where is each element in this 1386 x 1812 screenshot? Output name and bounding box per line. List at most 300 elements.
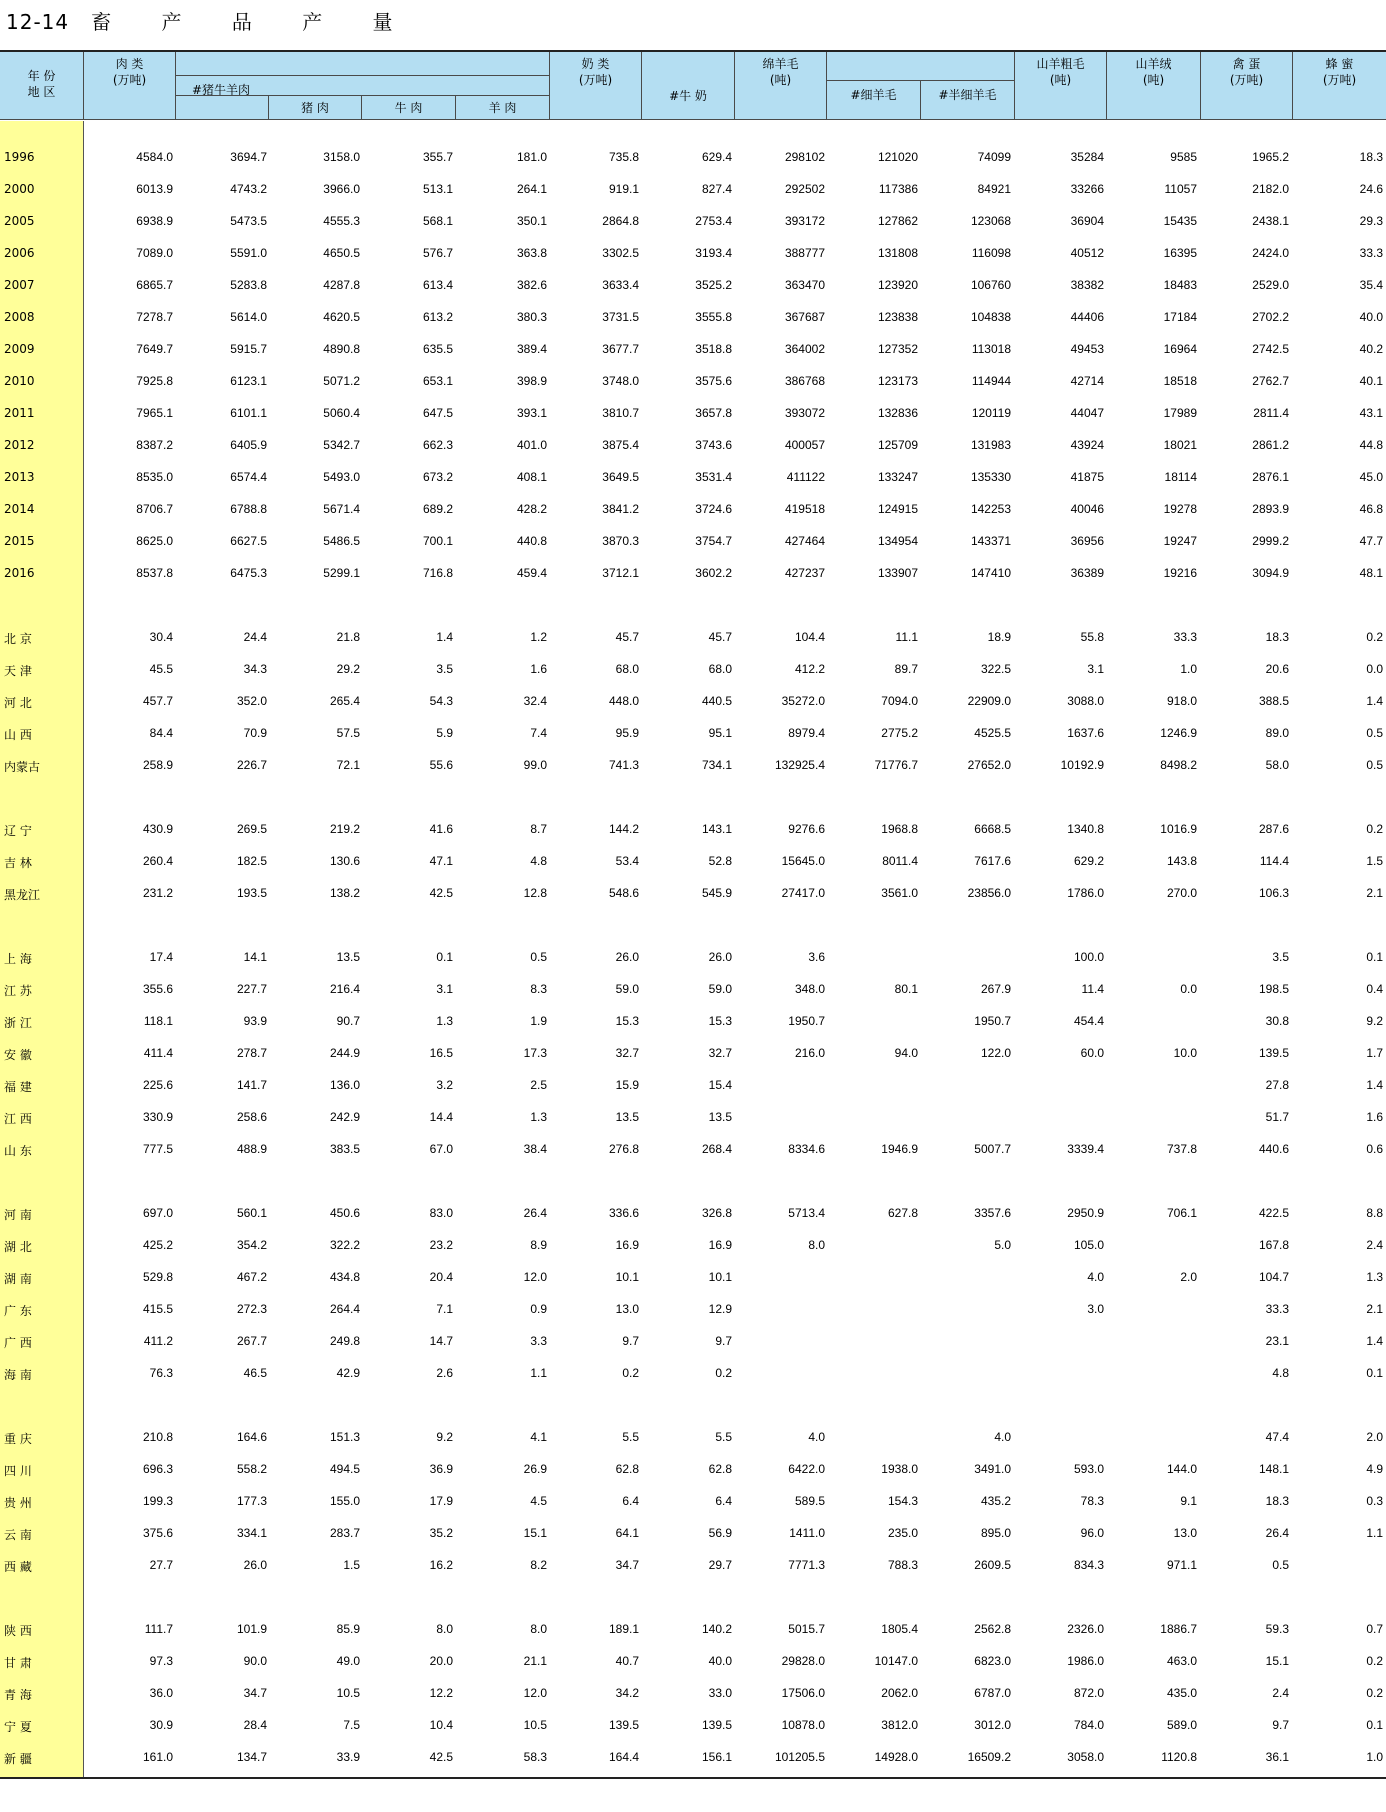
table-cell: 44.8 — [1359, 438, 1383, 452]
table-row — [0, 758, 1386, 776]
table-cell: 177.3 — [236, 1494, 267, 1508]
row-label: 江 西 — [4, 1112, 32, 1126]
table-cell: 5.0 — [994, 1238, 1011, 1252]
table-cell: 33.3 — [1359, 246, 1383, 260]
table-cell: 459.4 — [516, 566, 547, 580]
table-cell: 382.6 — [516, 278, 547, 292]
table-cell: 1946.9 — [881, 1142, 918, 1156]
header-cashmere: 山羊绒 (吨) — [1107, 52, 1201, 120]
row-label: 安 徽 — [4, 1048, 32, 1062]
table-cell: 1950.7 — [974, 1014, 1011, 1028]
header-eggs: 禽 蛋 (万吨) — [1201, 52, 1293, 120]
table-cell: 11.4 — [1081, 982, 1104, 996]
table-cell: 9.2 — [436, 1430, 453, 1444]
table-row — [0, 662, 1386, 680]
table-cell: 40.2 — [1359, 342, 1383, 356]
table-row — [0, 1110, 1386, 1128]
table-row — [0, 822, 1386, 840]
row-label: 山 东 — [4, 1144, 32, 1158]
row-label: 四 川 — [4, 1464, 32, 1478]
table-cell: 276.8 — [608, 1142, 639, 1156]
table-cell: 36.1 — [1265, 1750, 1289, 1764]
table-cell: 440.6 — [1258, 1142, 1289, 1156]
row-label: 浙 江 — [4, 1016, 32, 1030]
table-cell: 7965.1 — [136, 406, 173, 420]
table-cell: 27652.0 — [967, 758, 1011, 772]
table-cell: 629.2 — [1073, 854, 1104, 868]
table-row — [0, 1078, 1386, 1096]
table-cell: 99.0 — [523, 758, 547, 772]
table-row — [0, 1046, 1386, 1064]
table-cell: 3518.8 — [695, 342, 732, 356]
table-cell: 5283.8 — [230, 278, 267, 292]
table-cell: 635.5 — [422, 342, 453, 356]
table-cell: 334.1 — [236, 1526, 267, 1540]
table-cell: 706.1 — [1166, 1206, 1197, 1220]
table-cell: 2702.2 — [1252, 310, 1289, 324]
table-cell: 9.2 — [1366, 1014, 1383, 1028]
table-cell: 1.5 — [343, 1558, 360, 1572]
table-cell: 3.1 — [1087, 662, 1104, 676]
table-cell: 13.5 — [615, 1110, 639, 1124]
table-cell: 3491.0 — [974, 1462, 1011, 1476]
table-cell: 125709 — [877, 438, 918, 452]
table-cell: 216.4 — [329, 982, 360, 996]
table-cell: 647.5 — [422, 406, 453, 420]
table-cell: 425.2 — [142, 1238, 173, 1252]
table-cell: 10.1 — [708, 1270, 732, 1284]
table-cell: 18483 — [1163, 278, 1197, 292]
table-cell: 3.5 — [1272, 950, 1289, 964]
table-cell: 2529.0 — [1252, 278, 1289, 292]
table-cell: 15.9 — [615, 1078, 639, 1092]
table-cell: 3561.0 — [881, 886, 918, 900]
table-header — [0, 50, 1386, 120]
table-cell: 71776.7 — [874, 758, 918, 772]
table-cell: 895.0 — [980, 1526, 1011, 1540]
table-cell: 5342.7 — [323, 438, 360, 452]
table-cell: 412.2 — [794, 662, 825, 676]
table-cell: 1.9 — [530, 1014, 547, 1028]
table-row — [0, 278, 1386, 296]
table-cell: 136.0 — [329, 1078, 360, 1092]
row-label: 内蒙古 — [4, 760, 41, 774]
table-cell: 463.0 — [1166, 1654, 1197, 1668]
table-cell: 12.9 — [708, 1302, 732, 1316]
row-label: 上 海 — [4, 952, 32, 966]
row-label: 河 南 — [4, 1208, 32, 1222]
table-cell: 2762.7 — [1252, 374, 1289, 388]
table-cell: 132836 — [877, 406, 918, 420]
table-cell: 467.2 — [236, 1270, 267, 1284]
table-cell: 696.3 — [142, 1462, 173, 1476]
table-cell: 6938.9 — [136, 214, 173, 228]
row-label: 甘 肃 — [4, 1656, 32, 1670]
table-cell: 84921 — [977, 182, 1011, 196]
table-cell: 513.1 — [422, 182, 453, 196]
table-cell: 784.0 — [1073, 1718, 1104, 1732]
row-label: 福 建 — [4, 1080, 32, 1094]
table-cell: 8706.7 — [136, 502, 173, 516]
row-label: 1996 — [4, 150, 35, 164]
table-cell: 104.7 — [1258, 1270, 1289, 1284]
table-cell: 72.1 — [336, 758, 360, 772]
table-cell: 34.2 — [615, 1686, 639, 1700]
header-semi-fine-wool: #半细羊毛 — [921, 80, 1015, 120]
table-cell: 2438.1 — [1252, 214, 1289, 228]
table-cell: 14.1 — [243, 950, 267, 964]
table-cell: 59.0 — [708, 982, 732, 996]
table-cell: 380.3 — [516, 310, 547, 324]
table-cell: 24.6 — [1359, 182, 1383, 196]
row-label: 河 北 — [4, 696, 32, 710]
table-cell: 40512 — [1070, 246, 1104, 260]
table-cell: 143371 — [970, 534, 1011, 548]
table-cell: 29.7 — [708, 1558, 732, 1572]
table-cell: 16395 — [1163, 246, 1197, 260]
table-cell: 76.3 — [149, 1366, 173, 1380]
table-cell: 10.5 — [336, 1686, 360, 1700]
table-cell: 131983 — [970, 438, 1011, 452]
table-cell: 2.6 — [436, 1366, 453, 1380]
table-cell: 10192.9 — [1060, 758, 1104, 772]
table-cell: 1016.9 — [1160, 822, 1197, 836]
table-cell: 64.1 — [615, 1526, 639, 1540]
table-cell: 5.5 — [715, 1430, 732, 1444]
table-cell: 3841.2 — [602, 502, 639, 516]
table-cell: 19216 — [1163, 566, 1197, 580]
row-label: 云 南 — [4, 1528, 32, 1542]
table-cell: 3158.0 — [323, 150, 360, 164]
table-cell: 23.1 — [1265, 1334, 1289, 1348]
table-cell: 7925.8 — [136, 374, 173, 388]
table-cell: 454.4 — [1073, 1014, 1104, 1028]
table-cell: 0.2 — [1366, 1686, 1383, 1700]
table-cell: 700.1 — [422, 534, 453, 548]
table-cell: 393172 — [784, 214, 825, 228]
table-row — [0, 1718, 1386, 1736]
row-label: 海 南 — [4, 1368, 32, 1382]
table-cell: 122.0 — [980, 1046, 1011, 1060]
table-cell: 5614.0 — [230, 310, 267, 324]
table-cell: 1411.0 — [789, 1526, 825, 1540]
table-cell: 7649.7 — [136, 342, 173, 356]
table-cell: 20.4 — [429, 1270, 453, 1284]
table-cell: 96.0 — [1080, 1526, 1104, 1540]
header-pork: 猪 肉 — [269, 96, 362, 120]
row-label: 辽 宁 — [4, 824, 32, 838]
table-row — [0, 982, 1386, 1000]
table-cell: 440.8 — [516, 534, 547, 548]
table-cell: 134.7 — [236, 1750, 267, 1764]
table-cell: 278.7 — [236, 1046, 267, 1060]
table-cell: 0.2 — [715, 1366, 732, 1380]
table-cell: 1.5 — [1366, 854, 1383, 868]
table-cell: 13.0 — [1173, 1526, 1197, 1540]
table-cell: 568.1 — [422, 214, 453, 228]
table-cell: 2753.4 — [695, 214, 732, 228]
table-cell: 3649.5 — [602, 470, 639, 484]
header-goat-hair: 山羊粗毛 (吨) — [1015, 52, 1107, 120]
row-label: 2012 — [4, 438, 35, 452]
table-cell: 8387.2 — [136, 438, 173, 452]
table-cell: 3.0 — [1087, 1302, 1104, 1316]
table-cell: 15.3 — [708, 1014, 732, 1028]
table-cell: 283.7 — [329, 1526, 360, 1540]
table-cell: 3555.8 — [695, 310, 732, 324]
table-cell: 40.0 — [708, 1654, 732, 1668]
table-cell: 27.8 — [1265, 1078, 1289, 1092]
table-cell: 3.3 — [530, 1334, 547, 1348]
table-cell: 430.9 — [142, 822, 173, 836]
table-cell: 104838 — [970, 310, 1011, 324]
table-cell: 12.0 — [523, 1270, 547, 1284]
table-cell: 3575.6 — [695, 374, 732, 388]
table-cell: 2999.2 — [1252, 534, 1289, 548]
table-cell: 350.1 — [516, 214, 547, 228]
row-label: 2013 — [4, 470, 35, 484]
table-cell: 0.5 — [1366, 758, 1383, 772]
table-cell: 3812.0 — [881, 1718, 918, 1732]
table-cell: 9585 — [1170, 150, 1197, 164]
table-cell: 242.9 — [329, 1110, 360, 1124]
table-cell: 127862 — [877, 214, 918, 228]
table-cell: 15.3 — [615, 1014, 639, 1028]
table-cell: 5671.4 — [323, 502, 360, 516]
table-cell: 7617.6 — [974, 854, 1011, 868]
table-cell: 17989 — [1163, 406, 1197, 420]
table-cell: 1.2 — [530, 630, 547, 644]
table-cell: 21.1 — [523, 1654, 547, 1668]
table-cell: 4287.8 — [323, 278, 360, 292]
table-cell: 777.5 — [142, 1142, 173, 1156]
table-cell: 59.3 — [1265, 1622, 1289, 1636]
table-row — [0, 694, 1386, 712]
table-cell: 1.7 — [1366, 1046, 1383, 1060]
table-cell: 1340.8 — [1067, 822, 1104, 836]
table-cell: 28.4 — [243, 1718, 267, 1732]
table-cell: 267.9 — [980, 982, 1011, 996]
table-cell: 36956 — [1070, 534, 1104, 548]
table-cell: 36904 — [1070, 214, 1104, 228]
table-cell: 10.5 — [523, 1718, 547, 1732]
table-row — [0, 1206, 1386, 1224]
table-cell: 161.0 — [142, 1750, 173, 1764]
table-cell: 435.2 — [980, 1494, 1011, 1508]
table-cell: 4.1 — [530, 1430, 547, 1444]
table-cell: 4584.0 — [136, 150, 173, 164]
table-cell: 383.5 — [329, 1142, 360, 1156]
table-cell: 42.9 — [336, 1366, 360, 1380]
table-cell: 89.0 — [1265, 726, 1289, 740]
table-cell: 3302.5 — [602, 246, 639, 260]
table-cell: 45.7 — [708, 630, 732, 644]
table-cell: 4.5 — [530, 1494, 547, 1508]
table-cell: 3.6 — [808, 950, 825, 964]
table-row — [0, 630, 1386, 648]
table-cell: 3657.8 — [695, 406, 732, 420]
table-cell: 54.3 — [429, 694, 453, 708]
table-cell: 26.4 — [1265, 1526, 1289, 1540]
table-cell: 15645.0 — [781, 854, 825, 868]
table-cell: 5071.2 — [323, 374, 360, 388]
table-cell: 55.8 — [1080, 630, 1104, 644]
table-cell: 48.1 — [1359, 566, 1383, 580]
table-cell: 6823.0 — [974, 1654, 1011, 1668]
table-cell: 14.4 — [429, 1110, 453, 1124]
table-row — [0, 566, 1386, 584]
table-cell: 164.6 — [236, 1430, 267, 1444]
table-cell: 120119 — [971, 406, 1011, 420]
table-cell: 3966.0 — [323, 182, 360, 196]
table-cell: 30.8 — [1265, 1014, 1289, 1028]
table-cell: 13.5 — [336, 950, 360, 964]
table-cell: 400057 — [784, 438, 825, 452]
table-cell: 8011.4 — [882, 854, 918, 868]
table-cell: 389.4 — [516, 342, 547, 356]
table-cell: 363470 — [784, 278, 825, 292]
table-cell: 4.0 — [808, 1430, 825, 1444]
table-cell: 3694.7 — [230, 150, 267, 164]
table-cell: 6574.4 — [230, 470, 267, 484]
table-cell: 134954 — [877, 534, 918, 548]
table-cell: 8.2 — [530, 1558, 547, 1572]
table-cell: 8535.0 — [136, 470, 173, 484]
table-cell: 0.0 — [1366, 662, 1383, 676]
table-cell: 267.7 — [236, 1334, 267, 1348]
table-cell: 3602.2 — [695, 566, 732, 580]
table-cell: 0.3 — [1366, 1494, 1383, 1508]
table-cell: 226.7 — [236, 758, 267, 772]
table-cell: 270.0 — [1166, 886, 1197, 900]
table-cell: 198.5 — [1258, 982, 1289, 996]
table-cell: 42.5 — [429, 1750, 453, 1764]
table-cell: 56.9 — [708, 1526, 732, 1540]
table-cell: 5493.0 — [323, 470, 360, 484]
table-cell: 27417.0 — [781, 886, 825, 900]
table-cell: 123173 — [877, 374, 918, 388]
table-cell: 2742.5 — [1252, 342, 1289, 356]
table-cell: 322.2 — [329, 1238, 360, 1252]
table-cell: 8.0 — [808, 1238, 825, 1252]
table-cell: 89.7 — [894, 662, 918, 676]
table-row — [0, 886, 1386, 904]
table-cell: 24.4 — [243, 630, 267, 644]
table-cell: 142253 — [970, 502, 1011, 516]
table-cell: 116098 — [971, 246, 1011, 260]
table-cell: 16.5 — [429, 1046, 453, 1060]
table-cell: 265.4 — [329, 694, 360, 708]
table-cell: 697.0 — [142, 1206, 173, 1220]
table-cell: 737.8 — [1166, 1142, 1197, 1156]
row-label: 2014 — [4, 502, 35, 516]
table-cell: 4.9 — [1366, 1462, 1383, 1476]
table-cell: 330.9 — [142, 1110, 173, 1124]
table-cell: 2062.0 — [881, 1686, 918, 1700]
table-cell: 5915.7 — [230, 342, 267, 356]
table-cell: 8979.4 — [788, 726, 825, 740]
table-cell: 15.1 — [1265, 1654, 1289, 1668]
table-cell: 90.7 — [336, 1014, 360, 1028]
row-label: 青 海 — [4, 1688, 32, 1702]
table-cell: 3357.6 — [974, 1206, 1011, 1220]
table-cell: 1965.2 — [1252, 150, 1289, 164]
table-cell: 3339.4 — [1067, 1142, 1104, 1156]
table-cell: 5.5 — [622, 1430, 639, 1444]
table-cell: 3531.4 — [695, 470, 732, 484]
table-cell: 2562.8 — [974, 1622, 1011, 1636]
table-cell: 101.9 — [236, 1622, 267, 1636]
table-cell: 17.3 — [523, 1046, 547, 1060]
table-cell: 2.0 — [1366, 1430, 1383, 1444]
table-cell: 8537.8 — [136, 566, 173, 580]
table-cell: 20.0 — [429, 1654, 453, 1668]
table-cell: 5299.1 — [323, 566, 360, 580]
table-cell: 18.3 — [1359, 150, 1383, 164]
table-cell: 3088.0 — [1067, 694, 1104, 708]
table-cell: 29.2 — [336, 662, 360, 676]
table-cell: 1.3 — [530, 1110, 547, 1124]
table-cell: 26.0 — [243, 1558, 267, 1572]
table-cell: 33.0 — [708, 1686, 732, 1700]
table-cell: 298102 — [784, 150, 825, 164]
row-label: 陕 西 — [4, 1624, 32, 1638]
row-label: 贵 州 — [4, 1496, 32, 1510]
table-cell: 6101.1 — [230, 406, 267, 420]
table-cell: 440.5 — [701, 694, 732, 708]
table-row — [0, 406, 1386, 424]
table-cell: 3.2 — [436, 1078, 453, 1092]
table-cell: 7094.0 — [881, 694, 918, 708]
table-cell: 104.4 — [794, 630, 825, 644]
table-cell: 734.1 — [701, 758, 732, 772]
table-row — [0, 1654, 1386, 1672]
table-cell: 199.3 — [142, 1494, 173, 1508]
table-cell: 408.1 — [516, 470, 547, 484]
header-meat: 肉 类 (万吨) — [84, 52, 176, 120]
table-title: 畜 产 品 产 量 — [91, 10, 415, 34]
table-row — [0, 438, 1386, 456]
table-row — [0, 374, 1386, 392]
table-cell: 44047 — [1070, 406, 1104, 420]
table-cell: 4.0 — [1087, 1270, 1104, 1284]
table-cell: 3058.0 — [1067, 1750, 1104, 1764]
table-cell: 741.3 — [608, 758, 639, 772]
table-cell: 216.0 — [794, 1046, 825, 1060]
table-cell: 2.5 — [530, 1078, 547, 1092]
table-cell: 0.2 — [1366, 630, 1383, 644]
table-cell: 38.4 — [523, 1142, 547, 1156]
table-cell: 33.3 — [1265, 1302, 1289, 1316]
table-cell: 336.6 — [608, 1206, 639, 1220]
table-cell: 2876.1 — [1252, 470, 1289, 484]
table-cell: 8334.6 — [788, 1142, 825, 1156]
table-cell: 427237 — [784, 566, 825, 580]
table-cell: 1.4 — [1366, 694, 1383, 708]
table-cell: 545.9 — [701, 886, 732, 900]
table-cell: 593.0 — [1073, 1462, 1104, 1476]
header-fine-wool: #细羊毛 — [827, 80, 921, 120]
table-cell: 2609.5 — [974, 1558, 1011, 1572]
table-cell: 59.0 — [615, 982, 639, 996]
table-cell: 5486.5 — [323, 534, 360, 548]
table-cell: 4525.5 — [974, 726, 1011, 740]
table-cell: 1.6 — [530, 662, 547, 676]
table-cell: 32.7 — [615, 1046, 639, 1060]
table-cell: 548.6 — [608, 886, 639, 900]
table-cell: 22909.0 — [967, 694, 1011, 708]
table-cell: 363.8 — [516, 246, 547, 260]
